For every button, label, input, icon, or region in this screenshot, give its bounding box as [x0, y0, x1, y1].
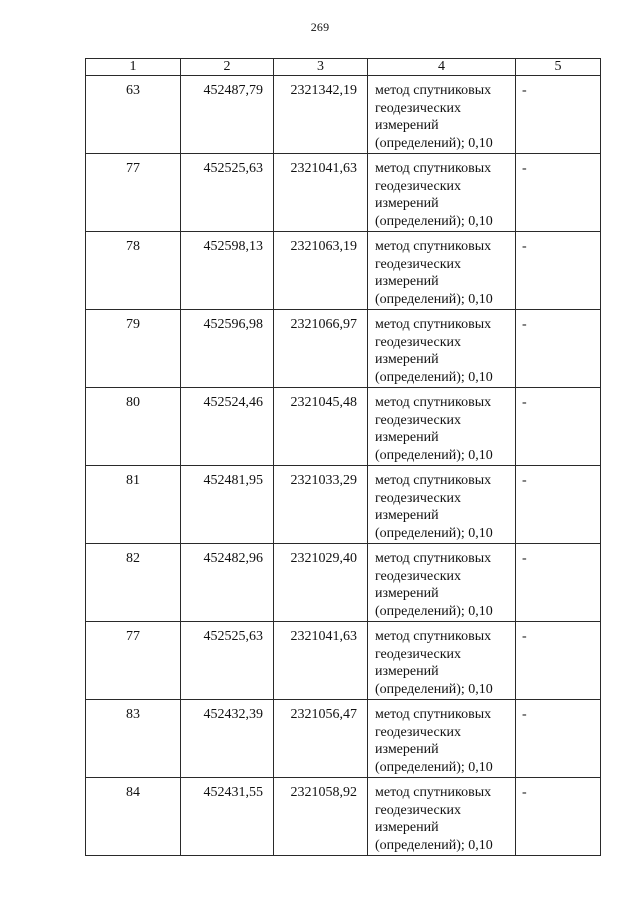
- table-header: [86, 59, 601, 76]
- x-coordinate-cell: 452432,39: [181, 700, 274, 778]
- coordinates-table: [85, 58, 601, 856]
- table-row: [86, 544, 601, 622]
- point-number-cell: 77: [86, 154, 181, 232]
- note-cell: -: [516, 622, 601, 700]
- note-cell: -: [516, 388, 601, 466]
- header-col-2: 2: [181, 59, 274, 76]
- point-number-cell: 63: [86, 76, 181, 154]
- note-cell: -: [516, 76, 601, 154]
- table-row: [86, 778, 601, 856]
- note-cell: -: [516, 466, 601, 544]
- table-row: [86, 466, 601, 544]
- y-coordinate-cell: 2321033,29: [274, 466, 368, 544]
- table-row: [86, 154, 601, 232]
- table-row: [86, 232, 601, 310]
- note-cell: -: [516, 232, 601, 310]
- x-coordinate-cell: 452598,13: [181, 232, 274, 310]
- point-number-cell: 79: [86, 310, 181, 388]
- x-coordinate-cell: 452596,98: [181, 310, 274, 388]
- x-coordinate-cell: 452524,46: [181, 388, 274, 466]
- method-accuracy-cell: метод спутниковых геодезических измерений (определений); 0,10: [368, 310, 516, 388]
- note-cell: -: [516, 154, 601, 232]
- method-accuracy-cell: метод спутниковых геодезических измерений (определений); 0,10: [368, 700, 516, 778]
- method-accuracy-cell: метод спутниковых геодезических измерений (определений); 0,10: [368, 466, 516, 544]
- y-coordinate-cell: 2321041,63: [274, 622, 368, 700]
- header-col-1: 1: [86, 59, 181, 76]
- y-coordinate-cell: 2321063,19: [274, 232, 368, 310]
- table-row: [86, 388, 601, 466]
- y-coordinate-cell: 2321066,97: [274, 310, 368, 388]
- header-col-3: 3: [274, 59, 368, 76]
- method-accuracy-cell: метод спутниковых геодезических измерений (определений); 0,10: [368, 622, 516, 700]
- y-coordinate-cell: 2321058,92: [274, 778, 368, 856]
- point-number-cell: 82: [86, 544, 181, 622]
- table-row: [86, 700, 601, 778]
- x-coordinate-cell: 452431,55: [181, 778, 274, 856]
- x-coordinate-cell: 452487,79: [181, 76, 274, 154]
- header-col-4: 4: [368, 59, 516, 76]
- note-cell: -: [516, 544, 601, 622]
- method-accuracy-cell: метод спутниковых геодезических измерений (определений); 0,10: [368, 778, 516, 856]
- method-accuracy-cell: метод спутниковых геодезических измерений (определений); 0,10: [368, 544, 516, 622]
- x-coordinate-cell: 452482,96: [181, 544, 274, 622]
- x-coordinate-cell: 452481,95: [181, 466, 274, 544]
- header-col-5: 5: [516, 59, 601, 76]
- page-number: 269: [310, 20, 330, 34]
- y-coordinate-cell: 2321041,63: [274, 154, 368, 232]
- method-accuracy-cell: метод спутниковых геодезических измерений (определений); 0,10: [368, 388, 516, 466]
- note-cell: -: [516, 310, 601, 388]
- x-coordinate-cell: 452525,63: [181, 154, 274, 232]
- point-number-cell: 80: [86, 388, 181, 466]
- y-coordinate-cell: 2321056,47: [274, 700, 368, 778]
- header-row: [86, 59, 601, 76]
- method-accuracy-cell: метод спутниковых геодезических измерений (определений); 0,10: [368, 154, 516, 232]
- method-accuracy-cell: метод спутниковых геодезических измерений (определений); 0,10: [368, 76, 516, 154]
- table-row: [86, 76, 601, 154]
- point-number-cell: 84: [86, 778, 181, 856]
- point-number-cell: 77: [86, 622, 181, 700]
- y-coordinate-cell: 2321045,48: [274, 388, 368, 466]
- note-cell: -: [516, 700, 601, 778]
- note-cell: -: [516, 778, 601, 856]
- table-row: [86, 622, 601, 700]
- point-number-cell: 83: [86, 700, 181, 778]
- x-coordinate-cell: 452525,63: [181, 622, 274, 700]
- point-number-cell: 78: [86, 232, 181, 310]
- method-accuracy-cell: метод спутниковых геодезических измерений (определений); 0,10: [368, 232, 516, 310]
- y-coordinate-cell: 2321342,19: [274, 76, 368, 154]
- table-row: [86, 310, 601, 388]
- table-body: [86, 76, 601, 856]
- point-number-cell: 81: [86, 466, 181, 544]
- y-coordinate-cell: 2321029,40: [274, 544, 368, 622]
